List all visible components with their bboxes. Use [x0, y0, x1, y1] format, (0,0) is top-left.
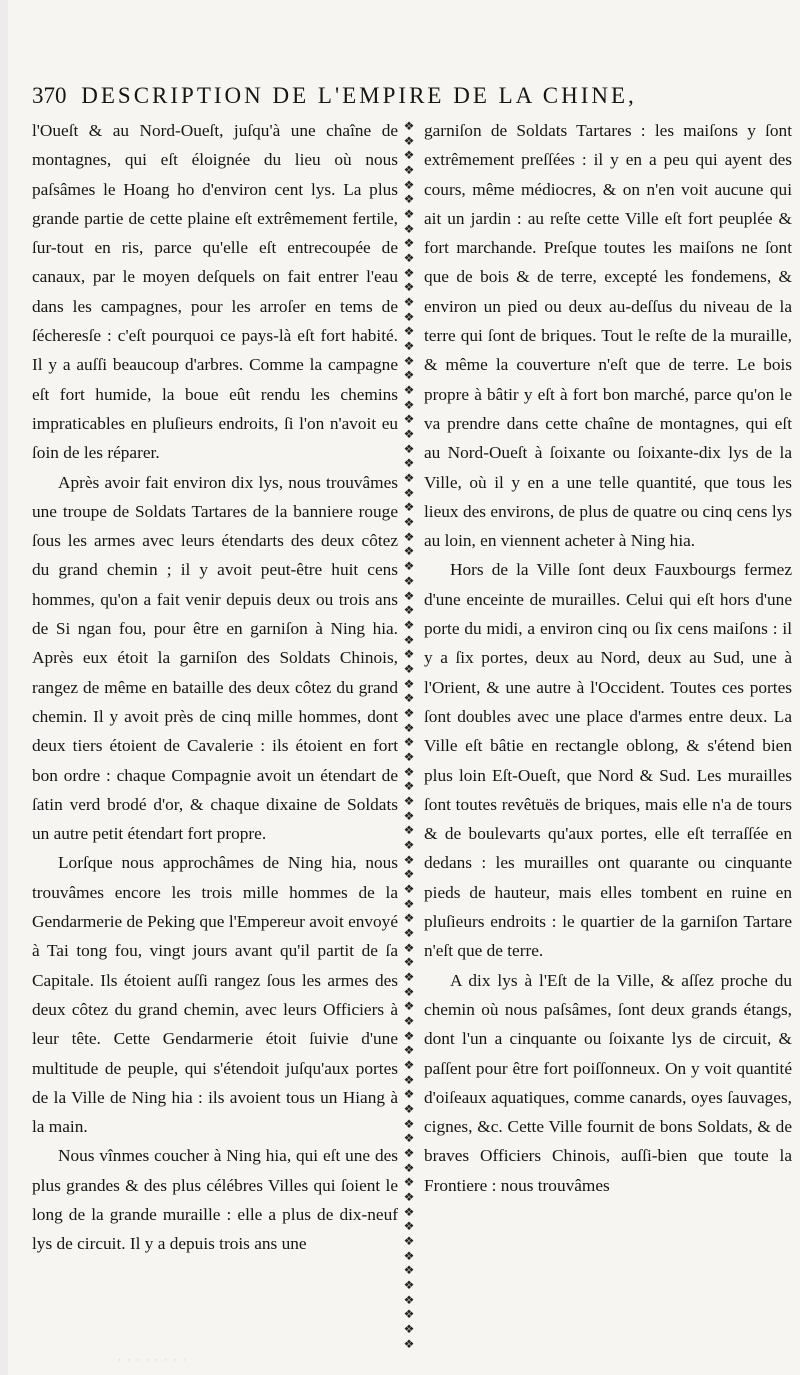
ornament-icon: ❖	[403, 324, 415, 339]
ornament-icon: ❖	[403, 529, 415, 544]
ornament-icon: ❖	[403, 133, 415, 148]
ornament-icon: ❖	[403, 485, 415, 500]
ornament-icon: ❖	[403, 544, 415, 559]
ornament-icon: ❖	[403, 177, 415, 192]
ornament-icon: ❖	[403, 808, 415, 823]
paragraph: Hors de la Ville ſont deux Fauxbourgs fermez d'une enceinte de murailles. Celui qui eſt hors d'une porte du midi, a environ cinq ou ſix cens maiſons : il y a ſix portes, deux au Nord, deux au Sud, une à l'Orient, & une autre à l'Occident. Toutes ces portes ſont doubles avec une place d'armes entre deux. La Ville eſt bâtie en rectangle oblong, & s'étend bien plus loin Eſt-Oueſt, que Nord & Sud. Les murailles ſont toutes revêtuës de briques, mais elle n'a de tours & de boulevarts qu'aux portes, elle eſt terraſſée en dedans : les murailles ont quarante ou cinquante pieds de hauteur, mais elles tombent en ruine en pluſieurs endroits : le quartier de la garniſon Tartare n'eſt que de terre.	[424, 560, 792, 961]
ornament-icon: ❖	[403, 456, 415, 471]
column-ornament-divider	[398, 120, 420, 1350]
ornament-icon: ❖	[403, 265, 415, 280]
ornament-icon: ❖	[403, 896, 415, 911]
paragraph: Après avoir fait environ dix lys, nous trouvâmes une troupe de Soldats Tartares de la banniere rouge ſous les armes avec leurs étendarts des deux côtez du grand chemin ; il y avoit peut-être huit cens hommes, qu'on a fait venir depuis deux ou trois ans de Si ngan fou, pour être en garniſon à Ning hia. Après eux étoit la garniſon des Soldats Chinois, rangez de même en bataille des deux côtez du grand chemin. Il y avoit près de cinq mille hommes, dont deux tiers étoient de Cavalerie : ils étoient en fort bon ordre : chaque Compagnie avoit un étendart de ſatin verd brodé d'or, & chaque dixaine de Soldats un autre petit étendart fort propre.	[32, 472, 398, 844]
ornament-icon: ❖	[403, 1146, 415, 1161]
ornament-icon: ❖	[403, 397, 415, 412]
paragraph: A dix lys à l'Eſt de la Ville, & aſſez proche du chemin où nous paſsâmes, ſont deux grands étangs, dont l'un a cinquante ou ſoixante lys de circuit, & paſſent pour être fort poiſſonneux. On y voit quantité d'oiſeaux aquatiques, comme canards, oyes ſauvages, cignes, &c. Cette Ville fournit de bons Soldats, & de braves Officiers Chinois, auſſi-bien que toute la Frontiere : nous trouvâmes	[424, 970, 792, 1195]
ornament-icon: ❖	[403, 1160, 415, 1175]
paragraph: Nous vînmes coucher à Ning hia, qui eſt une des plus grandes & des plus célébres Villes qui ſoient le long de la grande muraille : elle a plus de dix-neuf lys de circuit. Il y a depuis trois ans une	[32, 1146, 398, 1254]
ornament-icon: ❖	[403, 1028, 415, 1043]
ornament-icon: ❖	[403, 1116, 415, 1131]
book-page	[8, 0, 800, 1375]
ornament-icon: ❖	[403, 1336, 415, 1351]
ornament-icon: ❖	[403, 1043, 415, 1058]
ornament-icon: ❖	[403, 471, 415, 486]
ornament-icon: ❖	[403, 691, 415, 706]
ornament-icon: ❖	[403, 984, 415, 999]
ornament-icon: ❖	[403, 573, 415, 588]
ornament-icon: ❖	[403, 148, 415, 163]
ornament-icon: ❖	[403, 1013, 415, 1028]
ornament-icon: ❖	[403, 617, 415, 632]
ornament-icon: ❖	[403, 588, 415, 603]
ornament-icon: ❖	[403, 309, 415, 324]
ornament-icon: ❖	[403, 221, 415, 236]
ornament-icon: ❖	[403, 412, 415, 427]
ornament-icon: ❖	[403, 207, 415, 222]
ornament-icon: ❖	[403, 852, 415, 867]
paragraph: Lorſque nous approchâmes de Ning hia, nous trouvâmes encore les trois mille hommes de la Gendarmerie de Peking que l'Empereur avoit envoyé à Tai tong fou, vingt jours avant qu'il partit de ſa Capitale. Ils étoient auſſi rangez ſous les armes des deux côtez du grand chemin, avec leurs Officiers à leur tête. Cette Gendarmerie étoit ſuivie d'une multitude de peuple, qui s'étendoit juſqu'aux portes de la Ville de Ning hia : ils avoient tous un Hiang à la main.	[32, 853, 398, 1137]
ornament-icon: ❖	[403, 969, 415, 984]
running-title: DESCRIPTION DE L'EMPIRE DE LA CHINE,	[81, 83, 637, 108]
ornament-icon: ❖	[403, 280, 415, 295]
ornament-icon: ❖	[403, 383, 415, 398]
page-number: 370	[32, 83, 67, 108]
ornament-icon: ❖	[403, 823, 415, 838]
ornament-icon: ❖	[403, 881, 415, 896]
ornament-icon: ❖	[403, 1263, 415, 1278]
ornament-icon: ❖	[403, 999, 415, 1014]
ornament-icon: ❖	[403, 251, 415, 266]
ornament-icon: ❖	[403, 1058, 415, 1072]
ornament-icon: ❖	[403, 837, 415, 852]
ornament-icon: ❖	[403, 720, 415, 735]
ornament-icon: ❖	[403, 1248, 415, 1263]
ornament-icon: ❖	[403, 793, 415, 808]
ornament-icon: ❖	[403, 676, 415, 691]
ornament-icon: ❖	[403, 1102, 415, 1117]
ornament-icon: ❖	[403, 911, 415, 926]
ornament-icon: ❖	[403, 236, 415, 251]
ornament-icon: ❖	[403, 632, 415, 647]
ornament-icon: ❖	[403, 441, 415, 456]
ornament-icon: ❖	[403, 295, 415, 310]
ornament-icon: ❖	[403, 955, 415, 970]
paragraph: garniſon de Soldats Tartares : les maiſons y ſont extrêmement preſſées : il y en a peu qui ayent des cours, même médiocres, & on n'en voit aucune qui ait un jardin : au reſte cette Ville eſt fort peuplée & fort marchande. Preſque toutes les maiſons ne ſont que de bois & de terre, excepté les fondemens, & environ un pied ou deux au-deſſus du niveau de la terre qui ſont de briques. Tout le reſte de la muraille, & même la couverture n'eſt que de terre. Le bois propre à bâtir y eſt à fort bon marché, parce qu'on le va prendre dans cette chaîne de montagnes, qui eſt au Nord-Oueſt à ſoixante ou ſoixante-dix lys de la Ville, où il y en a une telle quantité, que tous les lieux des environs, de plus de quatre ou cinq cens lys au loin, en viennent acheter à Ning hia.	[424, 121, 792, 551]
ornament-icon: ❖	[403, 515, 415, 530]
bleed-through-text: · · · · · · · ·	[118, 1355, 188, 1365]
ornament-icon: ❖	[403, 1219, 415, 1234]
ornament-icon: ❖	[403, 1072, 415, 1087]
ornament-icon: ❖	[403, 1307, 415, 1322]
ornament-icon: ❖	[403, 603, 415, 618]
ornament-icon: ❖	[403, 1322, 415, 1337]
ornament-icon: ❖	[403, 559, 415, 574]
ornament-icon: ❖	[403, 779, 415, 794]
ornament-icon: ❖	[403, 764, 415, 779]
ornament-icon: ❖	[403, 1175, 415, 1190]
ornament-icon: ❖	[403, 661, 415, 676]
ornament-icon: ❖	[403, 368, 415, 383]
paragraph: l'Oueſt & au Nord-Oueſt, juſqu'à une chaîne de montagnes, qui eſt éloignée du lieu où nous paſsâmes le Hoang ho d'environ cent lys. La plus grande partie de cette plaine eſt extrêmement fertile, ſur-tout en ris, parce qu'elle eſt entrecoupée de canaux, par le moyen deſquels on fait entrer l'eau dans les campagnes, pour les arroſer en tems de ſécheresſe : c'eſt pourquoi ce pays-là eſt fort habité. Il y a auſſi beaucoup d'arbres. Comme la campagne eſt fort humide, la boue eût rendu les chemins impraticables en pluſieurs endroits, ſi l'on n'avoit eu ſoin de les réparer.	[32, 121, 398, 463]
ornament-icon: ❖	[403, 867, 415, 882]
ornament-icon: ❖	[403, 647, 415, 662]
ornament-icon: ❖	[403, 1131, 415, 1146]
ornament-icon: ❖	[403, 925, 415, 940]
ornament-icon: ❖	[403, 353, 415, 368]
ornament-icon: ❖	[403, 1087, 415, 1102]
ornament-icon: ❖	[403, 1278, 415, 1293]
ornament-icon: ❖	[403, 1234, 415, 1249]
left-column	[32, 116, 398, 1346]
ornament-icon: ❖	[403, 339, 415, 354]
ornament-icon: ❖	[403, 163, 415, 178]
ornament-icon: ❖	[403, 940, 415, 955]
ornament-icon: ❖	[403, 705, 415, 720]
ornament-icon: ❖	[403, 1190, 415, 1205]
ornament-icon: ❖	[403, 735, 415, 750]
ornament-icon: ❖	[403, 749, 415, 764]
ornament-icon: ❖	[403, 119, 415, 133]
ornament-icon: ❖	[403, 1292, 415, 1307]
ornament-icon: ❖	[403, 427, 415, 442]
running-header	[32, 83, 702, 117]
ornament-icon: ❖	[403, 192, 415, 207]
ornament-icon: ❖	[403, 500, 415, 515]
right-column	[424, 116, 792, 1346]
ornament-icon: ❖	[403, 1204, 415, 1219]
